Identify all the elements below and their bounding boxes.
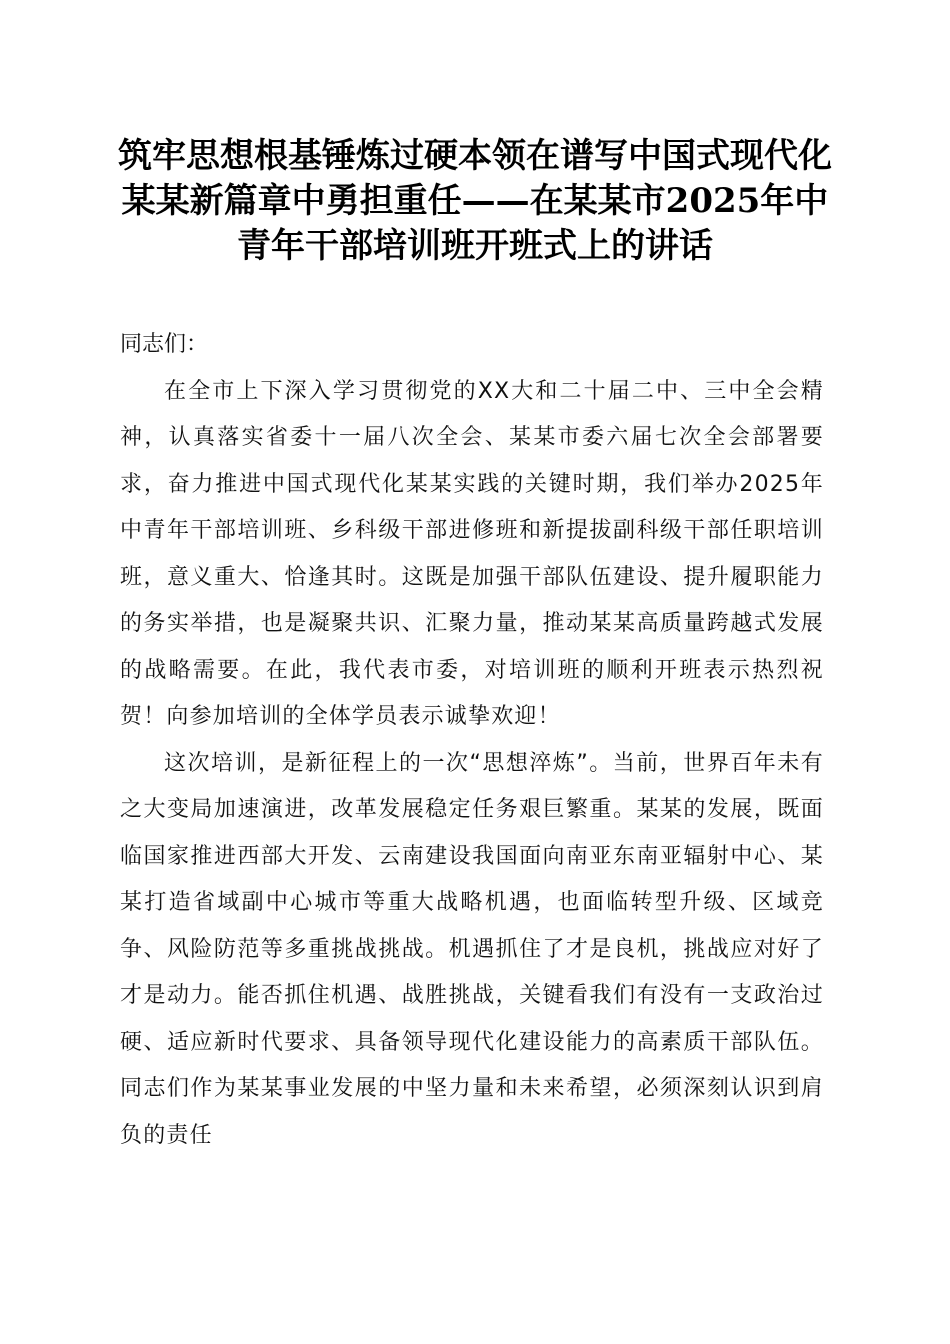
document-body [120, 322, 824, 1159]
salutation: 同志们： [120, 332, 209, 357]
paragraph-1: 在全市上下深入学习贯彻党的XX大和二十届二中、三中全会精神，认真落实省委十一届八次全会、某某市委六届七次全会部署要求，奋力推进中国式现代化某某实践的关键时期，我们举办2025年中青年干部培训班、乡科级干部进修班和新提拔副科级干部任职培训班，意义重大、恰逢其时。这既是加强干部队伍建设、提升履职能力的务实举措，也是凝聚共识、汇聚力量，推动某某高质量跨越式发展的战略需要。在此，我代表市委，对培训班的顺利开班表示热烈祝贺！向参加培训的全体学员表示诚挚欢迎！ [120, 378, 824, 729]
paragraph-2: 这次培训，是新征程上的一次“思想淬炼”。当前，世界百年未有之大变局加速演进，改革发展稳定任务艰巨繁重。某某的发展，既面临国家推进西部大开发、云南建设我国面向南亚东南亚辐射中心、某某打造省域副中心城市等重大战略机遇，也面临转型升级、区域竞争、风险防范等多重挑战挑战。机遇抓住了才是良机，挑战应对好了才是动力。能否抓住机遇、战胜挑战，关键看我们有没有一支政治过硬、适应新时代要求、具备领导现代化建设能力的高素质干部队伍。同志们作为某某事业发展的中坚力量和未来希望，必须深刻认识到肩负的责任 [120, 750, 824, 1148]
document-title: 筑牢思想根基锤炼过硬本领在谱写中国式现代化某某新篇章中勇担重任——在某某市2025年中青年干部培训班开班式上的讲话 [118, 136, 832, 266]
